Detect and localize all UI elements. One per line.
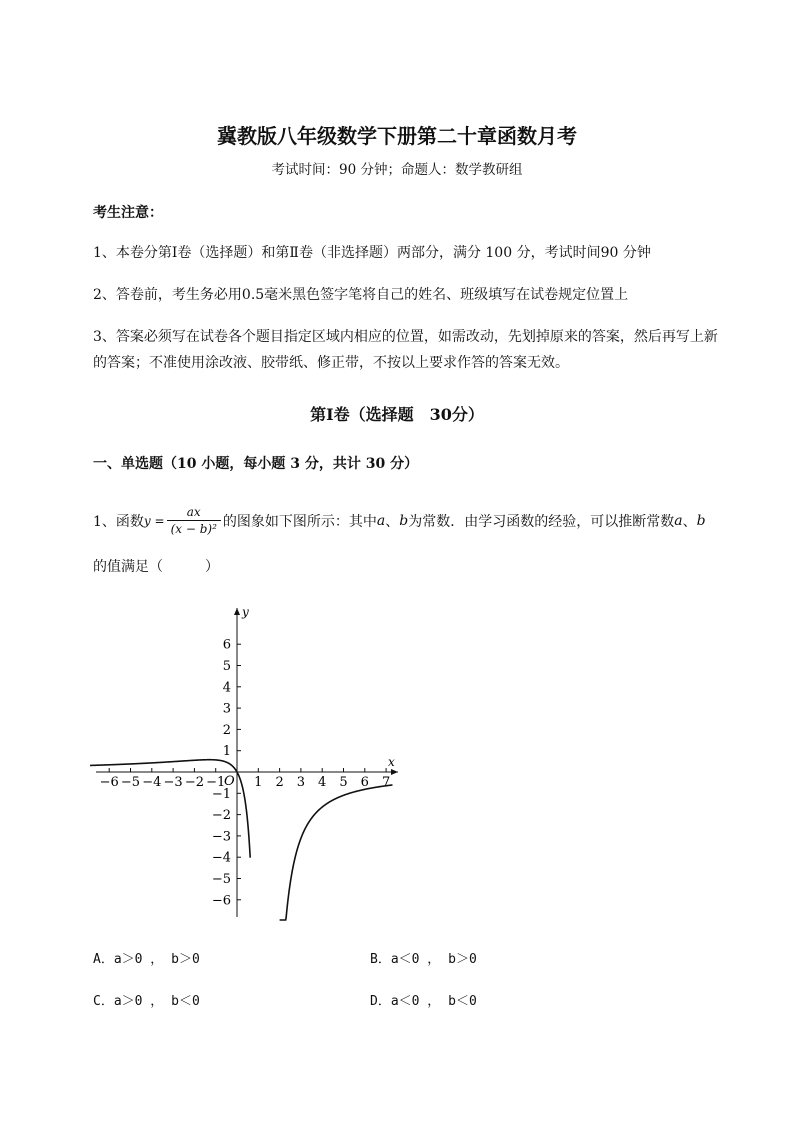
y-tick-label: 3 [222,701,231,717]
option-c[interactable] [93,990,200,1009]
x-tick-label: −5 [120,775,141,790]
option-d-text: a＜0 ， b＜0 [390,994,477,1009]
x-axis-arrow [391,769,398,775]
y-axis-label: y [242,605,249,619]
question-prefix: 1、函数 [93,513,144,530]
x-tick-label: 3 [296,775,306,790]
x-tick-label: 5 [339,775,348,790]
x-axis-label: x [388,755,395,769]
option-b-text: a＜0 ， b＞0 [390,952,477,967]
x-tick-label: −1 [206,775,226,790]
x-tick-label: −3 [163,775,183,790]
question-1-line-1 [93,505,706,536]
option-d[interactable] [370,990,477,1009]
option-a[interactable] [93,948,200,967]
y-tick-label: 1 [222,744,231,760]
y-tick-label: 5 [222,659,231,674]
x-tick-label: −6 [99,775,119,790]
option-a-label: A． [93,952,114,967]
var-b-2: b [696,512,706,529]
notice-item-2: 2、答卷前，考生务必用0.5毫米黑色签字笔将自己的姓名、班级填写在试卷规定位置上 [93,287,629,303]
origin-label: O [224,774,235,789]
x-tick-label: 1 [254,775,263,790]
option-a-text: a＞0 ， b＞0 [113,952,200,967]
notice-heading: 考生注意： [93,205,163,221]
option-b[interactable] [370,948,477,967]
y-tick-label: −2 [211,808,231,824]
option-b-label: B． [370,952,391,967]
option-c-text: a＞0 ， b＜0 [113,994,200,1009]
question-1-line-2: 的值满足（ ） [93,559,219,575]
separator-2: 、 [682,513,697,530]
var-b: b [399,512,409,529]
y-tick-label: −6 [211,893,231,909]
x-tick-label: 2 [275,775,284,790]
y-tick-label: −3 [211,829,231,845]
function-graph [90,602,410,922]
fraction-denominator: (x − b)² [167,520,221,536]
y-tick-label: 6 [222,637,231,653]
notice-item-3-line-2: 的答案；不准使用涂改液、胶带纸、修正带，不按以上要求作答的答案无效。 [93,355,569,371]
y-tick-label: −5 [211,872,231,887]
exam-title: 冀教版八年级数学下册第二十章函数月考 [217,124,577,148]
function-fraction [167,505,221,536]
curve-right-branch [280,785,393,920]
option-c-label: C． [93,994,114,1009]
section-title: 第Ⅰ卷（选择题 30分） [310,405,484,424]
option-d-label: D． [370,994,391,1009]
y-tick-label: 2 [222,722,231,738]
exam-subtitle: 考试时间：90 分钟；命题人：数学教研组 [271,162,523,178]
var-a: a [376,512,386,529]
x-tick-label: 7 [381,775,391,790]
notice-item-1: 1、本卷分第Ⅰ卷（选择题）和第Ⅱ卷（非选择题）两部分，满分 100 分，考试时间90 分钟 [93,245,651,261]
x-tick-label: 6 [360,775,369,790]
y-tick-label: −1 [211,786,231,802]
x-tick-label: −2 [184,775,204,790]
y-axis-arrow [234,608,240,615]
y-tick-label: −4 [211,850,231,866]
x-tick-label: 4 [318,775,327,790]
question-text-mid2: 为常数．由学习函数的经验，可以推断常数 [408,513,675,530]
question-text-mid: 的图象如下图所示：其中 [222,513,377,530]
fraction-numerator: ax [186,505,201,519]
notice-item-3-line-1: 3、答案必须写在试卷各个题目指定区域内相应的位置，如需改动，先划掉原来的答案，然后再写上新 [93,329,718,345]
function-lhs: y = [143,513,165,528]
part-title: 一、单选题（10 小题，每小题 3 分，共计 30 分） [93,456,419,472]
separator: 、 [385,513,400,530]
var-a-2: a [674,512,683,529]
y-tick-label: 4 [222,680,231,696]
x-tick-label: −4 [142,775,162,790]
